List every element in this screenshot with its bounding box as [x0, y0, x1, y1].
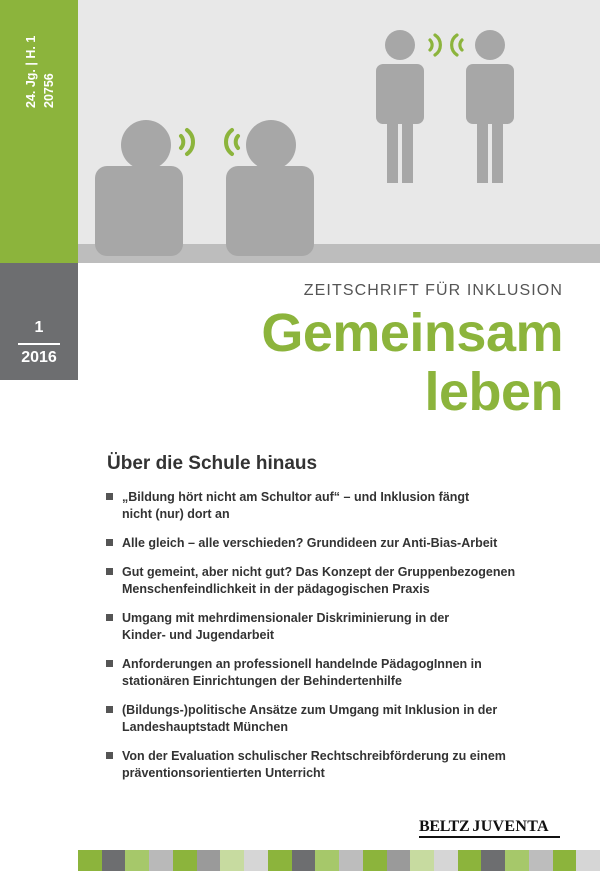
decorative-tile: [363, 850, 387, 871]
article-title: Umgang mit mehrdimensionaler Diskriminierung in der Kinder- und Jugendarbeit: [122, 611, 450, 642]
contents-item: [106, 489, 566, 523]
decorative-tile: [529, 850, 553, 871]
decorative-tile: [125, 850, 149, 871]
decorative-tile: [576, 850, 600, 871]
decorative-tile: [149, 850, 173, 871]
journal-subtitle: ZEITSCHRIFT FÜR INKLUSION: [303, 282, 563, 299]
volume-label: 24. Jg. | H. 1: [24, 35, 38, 108]
decorative-tile: [244, 850, 268, 871]
contents-list: [106, 489, 566, 794]
decorative-tile: [173, 850, 197, 871]
publisher-logo-rule: [419, 836, 560, 838]
article-title: Anforderungen an professionell handelnde PädagogInnen in stationären Einrichtungen der Behindertenhilfe: [122, 657, 482, 688]
decorative-tile: [102, 850, 126, 871]
journal-title-line1: Gemeinsam: [261, 303, 563, 363]
decorative-tile-strip: [78, 850, 600, 871]
issue-theme: Über die Schule hinaus: [107, 453, 318, 474]
decorative-tile: [410, 850, 434, 871]
decorative-tile: [481, 850, 505, 871]
publisher-name-part2: JUVENTA: [472, 818, 549, 835]
contents-item: [106, 656, 566, 690]
decorative-tile: [78, 850, 102, 871]
decorative-tile: [553, 850, 577, 871]
contents-item: [106, 610, 566, 644]
contents-item: [106, 535, 566, 552]
decorative-tile: [458, 850, 482, 871]
publisher-name-part1: BELTZ: [419, 818, 470, 835]
article-title: „Bildung hört nicht am Schultor auf“ – und Inklusion fängt nicht (nur) dort an: [122, 490, 470, 521]
issue-divider: [18, 343, 60, 345]
square-bullet-icon: [106, 539, 113, 546]
issue-number: 1: [34, 319, 44, 336]
decorative-tile: [505, 850, 529, 871]
decorative-tile: [268, 850, 292, 871]
sound-waves-standing-icon: [430, 35, 462, 55]
communication-illustration: [78, 0, 600, 263]
contents-item: [106, 564, 566, 598]
decorative-tile: [197, 850, 221, 871]
seated-person-left-icon: [95, 120, 183, 256]
decorative-tile: [387, 850, 411, 871]
contents-item: [106, 748, 566, 782]
square-bullet-icon: [106, 660, 113, 667]
decorative-tile: [292, 850, 316, 871]
square-bullet-icon: [106, 493, 113, 500]
article-title: (Bildungs-)politische Ansätze zum Umgang mit Inklusion in der Landeshauptstadt München: [122, 703, 498, 734]
decorative-tile: [434, 850, 458, 871]
article-title: Von der Evaluation schulischer Rechtschreibförderung zu einem präventionsorientierten Unterricht: [122, 749, 506, 780]
standing-person-left-icon: [376, 30, 424, 183]
square-bullet-icon: [106, 706, 113, 713]
square-bullet-icon: [106, 614, 113, 621]
volume-info: [10, 10, 70, 110]
article-title: Gut gemeint, aber nicht gut? Das Konzept der Gruppenbezogenen Menschenfeindlichkeit in der pädagogischen Praxis: [122, 565, 516, 596]
decorative-tile: [315, 850, 339, 871]
contents-item: [106, 702, 566, 736]
decorative-tile: [339, 850, 363, 871]
square-bullet-icon: [106, 752, 113, 759]
spine-green-band: [0, 0, 78, 263]
journal-title-line2: leben: [424, 362, 563, 422]
square-bullet-icon: [106, 568, 113, 575]
issue-year: 2016: [21, 349, 57, 366]
standing-person-right-icon: [466, 30, 514, 183]
article-title: Alle gleich – alle verschieden? Grundideen zur Anti-Bias-Arbeit: [122, 536, 498, 550]
decorative-tile: [220, 850, 244, 871]
issn-code: 20756: [42, 73, 56, 108]
seated-person-right-icon: [226, 120, 314, 256]
sound-waves-seated-icon: [181, 130, 238, 154]
